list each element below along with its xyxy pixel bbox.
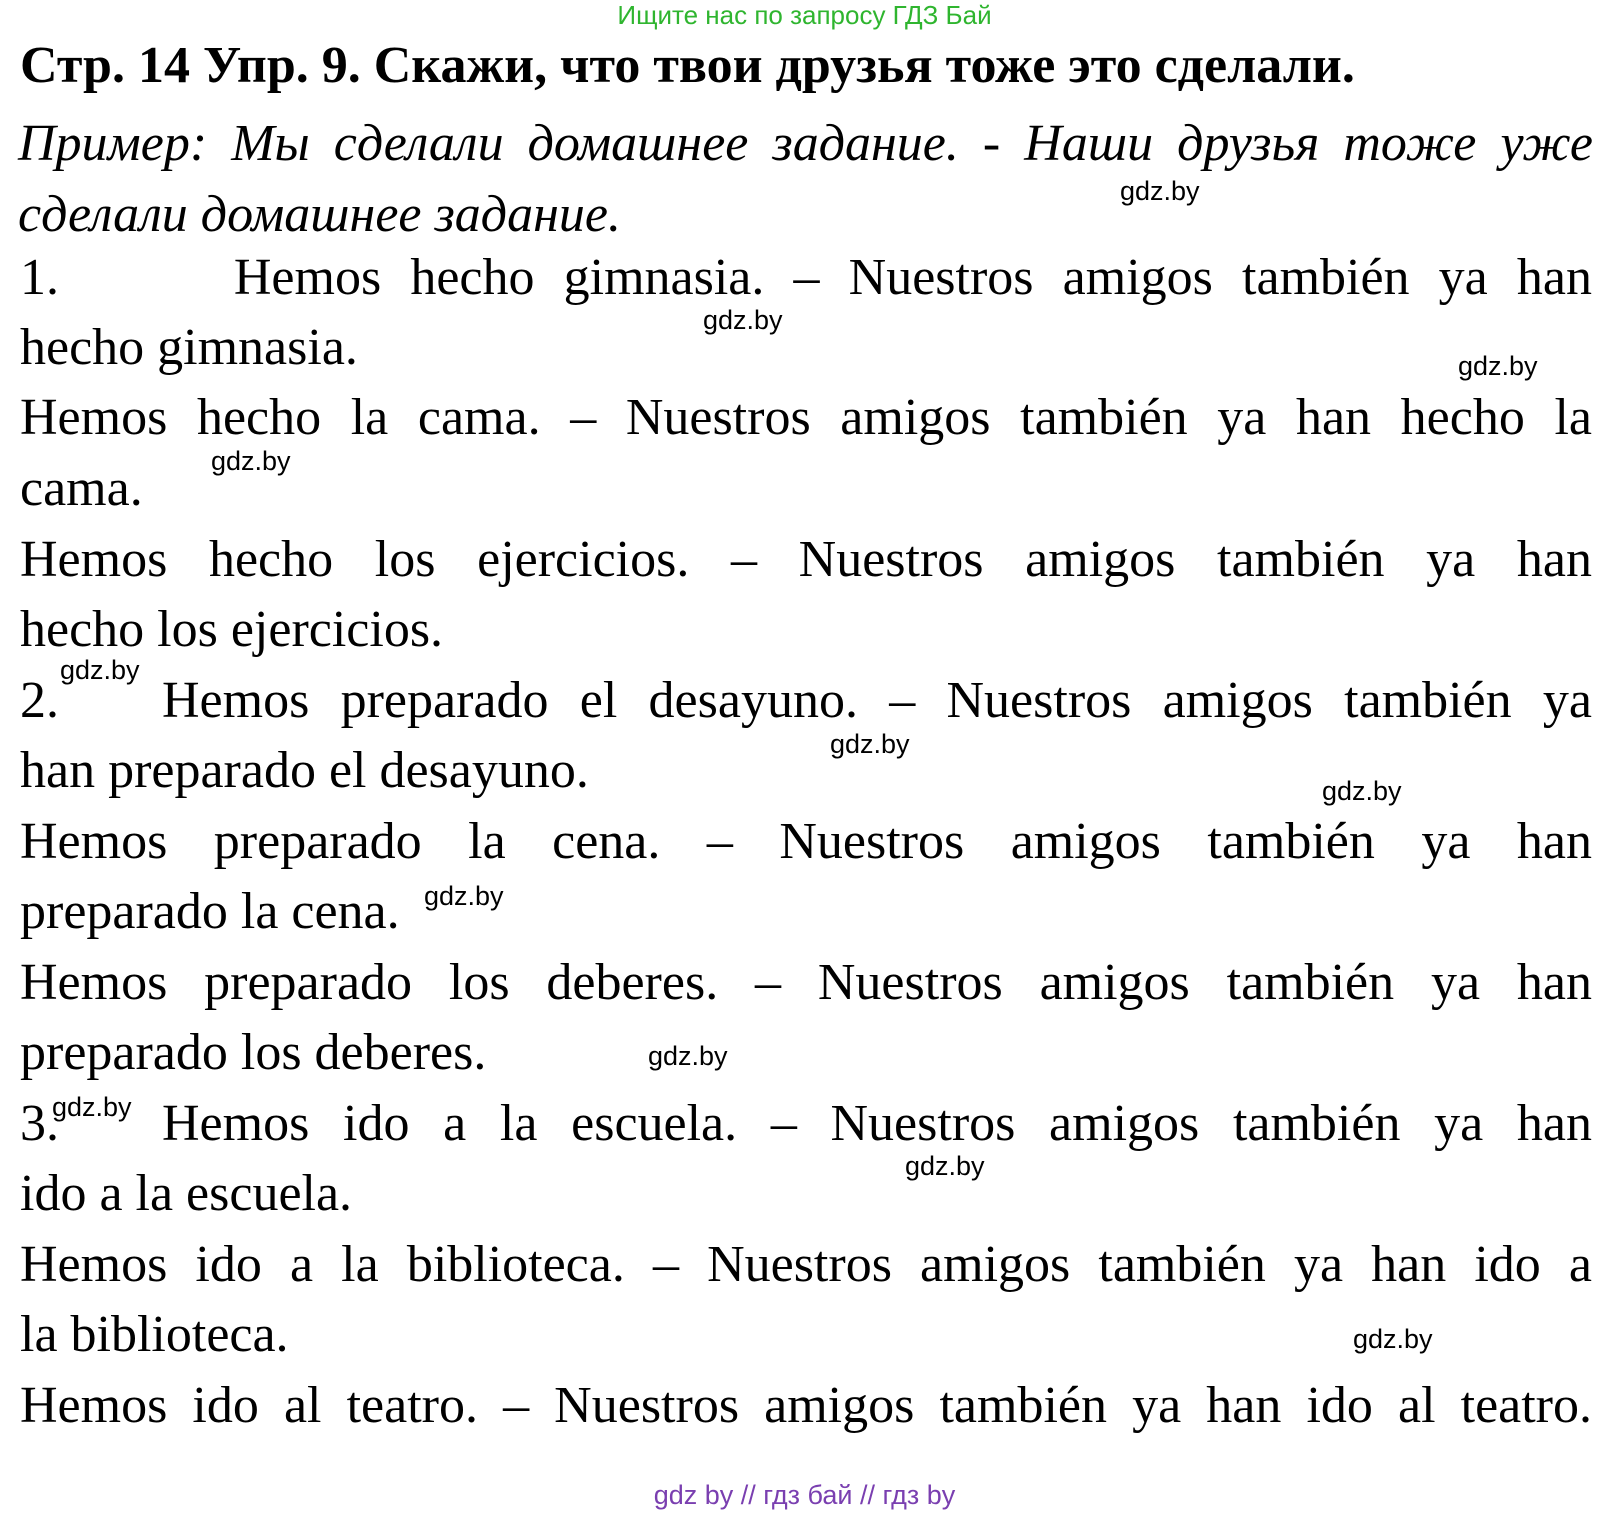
answer-line-8: han preparado el desayuno. (20, 742, 589, 799)
answer-line-6: hecho los ejercicios. (20, 601, 444, 658)
watermark: gdz.by (830, 729, 910, 759)
answer-line-9: Hemos preparado la cena. – Nuestros amigos también ya han (20, 813, 1592, 870)
answer-line-14: ido a la escuela. (20, 1165, 353, 1222)
footer-watermark: gdz by // гдз бай // гдз by (653, 1480, 956, 1510)
exercise-title: Стр. 14 Упр. 9. Скажи, что твои друзья тоже это сделали. (20, 37, 1355, 94)
watermark: gdz.by (1353, 1324, 1433, 1354)
answer-line-11: Hemos preparado los deberes. – Nuestros amigos también ya han (20, 954, 1592, 1011)
watermark: gdz.by (703, 305, 783, 335)
watermark: gdz.by (1120, 176, 1200, 206)
answer-number-2: 2. (20, 672, 59, 729)
answer-line-4: cama. (20, 460, 143, 517)
watermark: gdz.by (60, 655, 140, 685)
answer-line-2: hecho gimnasia. (20, 319, 358, 376)
answer-line-5: Hemos hecho los ejercicios. – Nuestros amigos también ya han (20, 531, 1592, 588)
example-sentence: Пример: Мы сделали домашнее задание. - Наши друзья тоже уже сделали домашнее задание. (18, 115, 1593, 243)
watermark: gdz.by (424, 881, 504, 911)
answer-line-17: Hemos ido al teatro. – Nuestros amigos también ya han ido al teatro. (20, 1377, 1592, 1434)
watermark: gdz.by (905, 1151, 985, 1181)
answer-line-10: preparado la cena. (20, 883, 400, 940)
answer-line-3: Hemos hecho la cama. – Nuestros amigos también ya han hecho la (20, 389, 1592, 446)
watermark: gdz.by (1458, 351, 1538, 381)
answer-number-3: 3. (20, 1095, 59, 1152)
answer-line-12: preparado los deberes. (20, 1024, 487, 1081)
answer-line-1: 1. Hemos hecho gimnasia. – Nuestros amigos también ya han (20, 249, 1592, 306)
watermark: gdz.by (1322, 776, 1402, 806)
answer-line-7: Hemos preparado el desayuno. – Nuestros amigos también ya (162, 672, 1592, 729)
watermark: gdz.by (52, 1092, 132, 1122)
search-hint-banner: Ищите нас по запросу ГДЗ Бай (617, 0, 992, 30)
answer-line-13: Hemos ido a la escuela. – Nuestros amigos también ya han (162, 1095, 1592, 1152)
watermark: gdz.by (648, 1041, 728, 1071)
watermark: gdz.by (211, 446, 291, 476)
answer-line-16: la biblioteca. (20, 1306, 289, 1363)
answer-line-15: Hemos ido a la biblioteca. – Nuestros amigos también ya han ido a (20, 1236, 1592, 1293)
